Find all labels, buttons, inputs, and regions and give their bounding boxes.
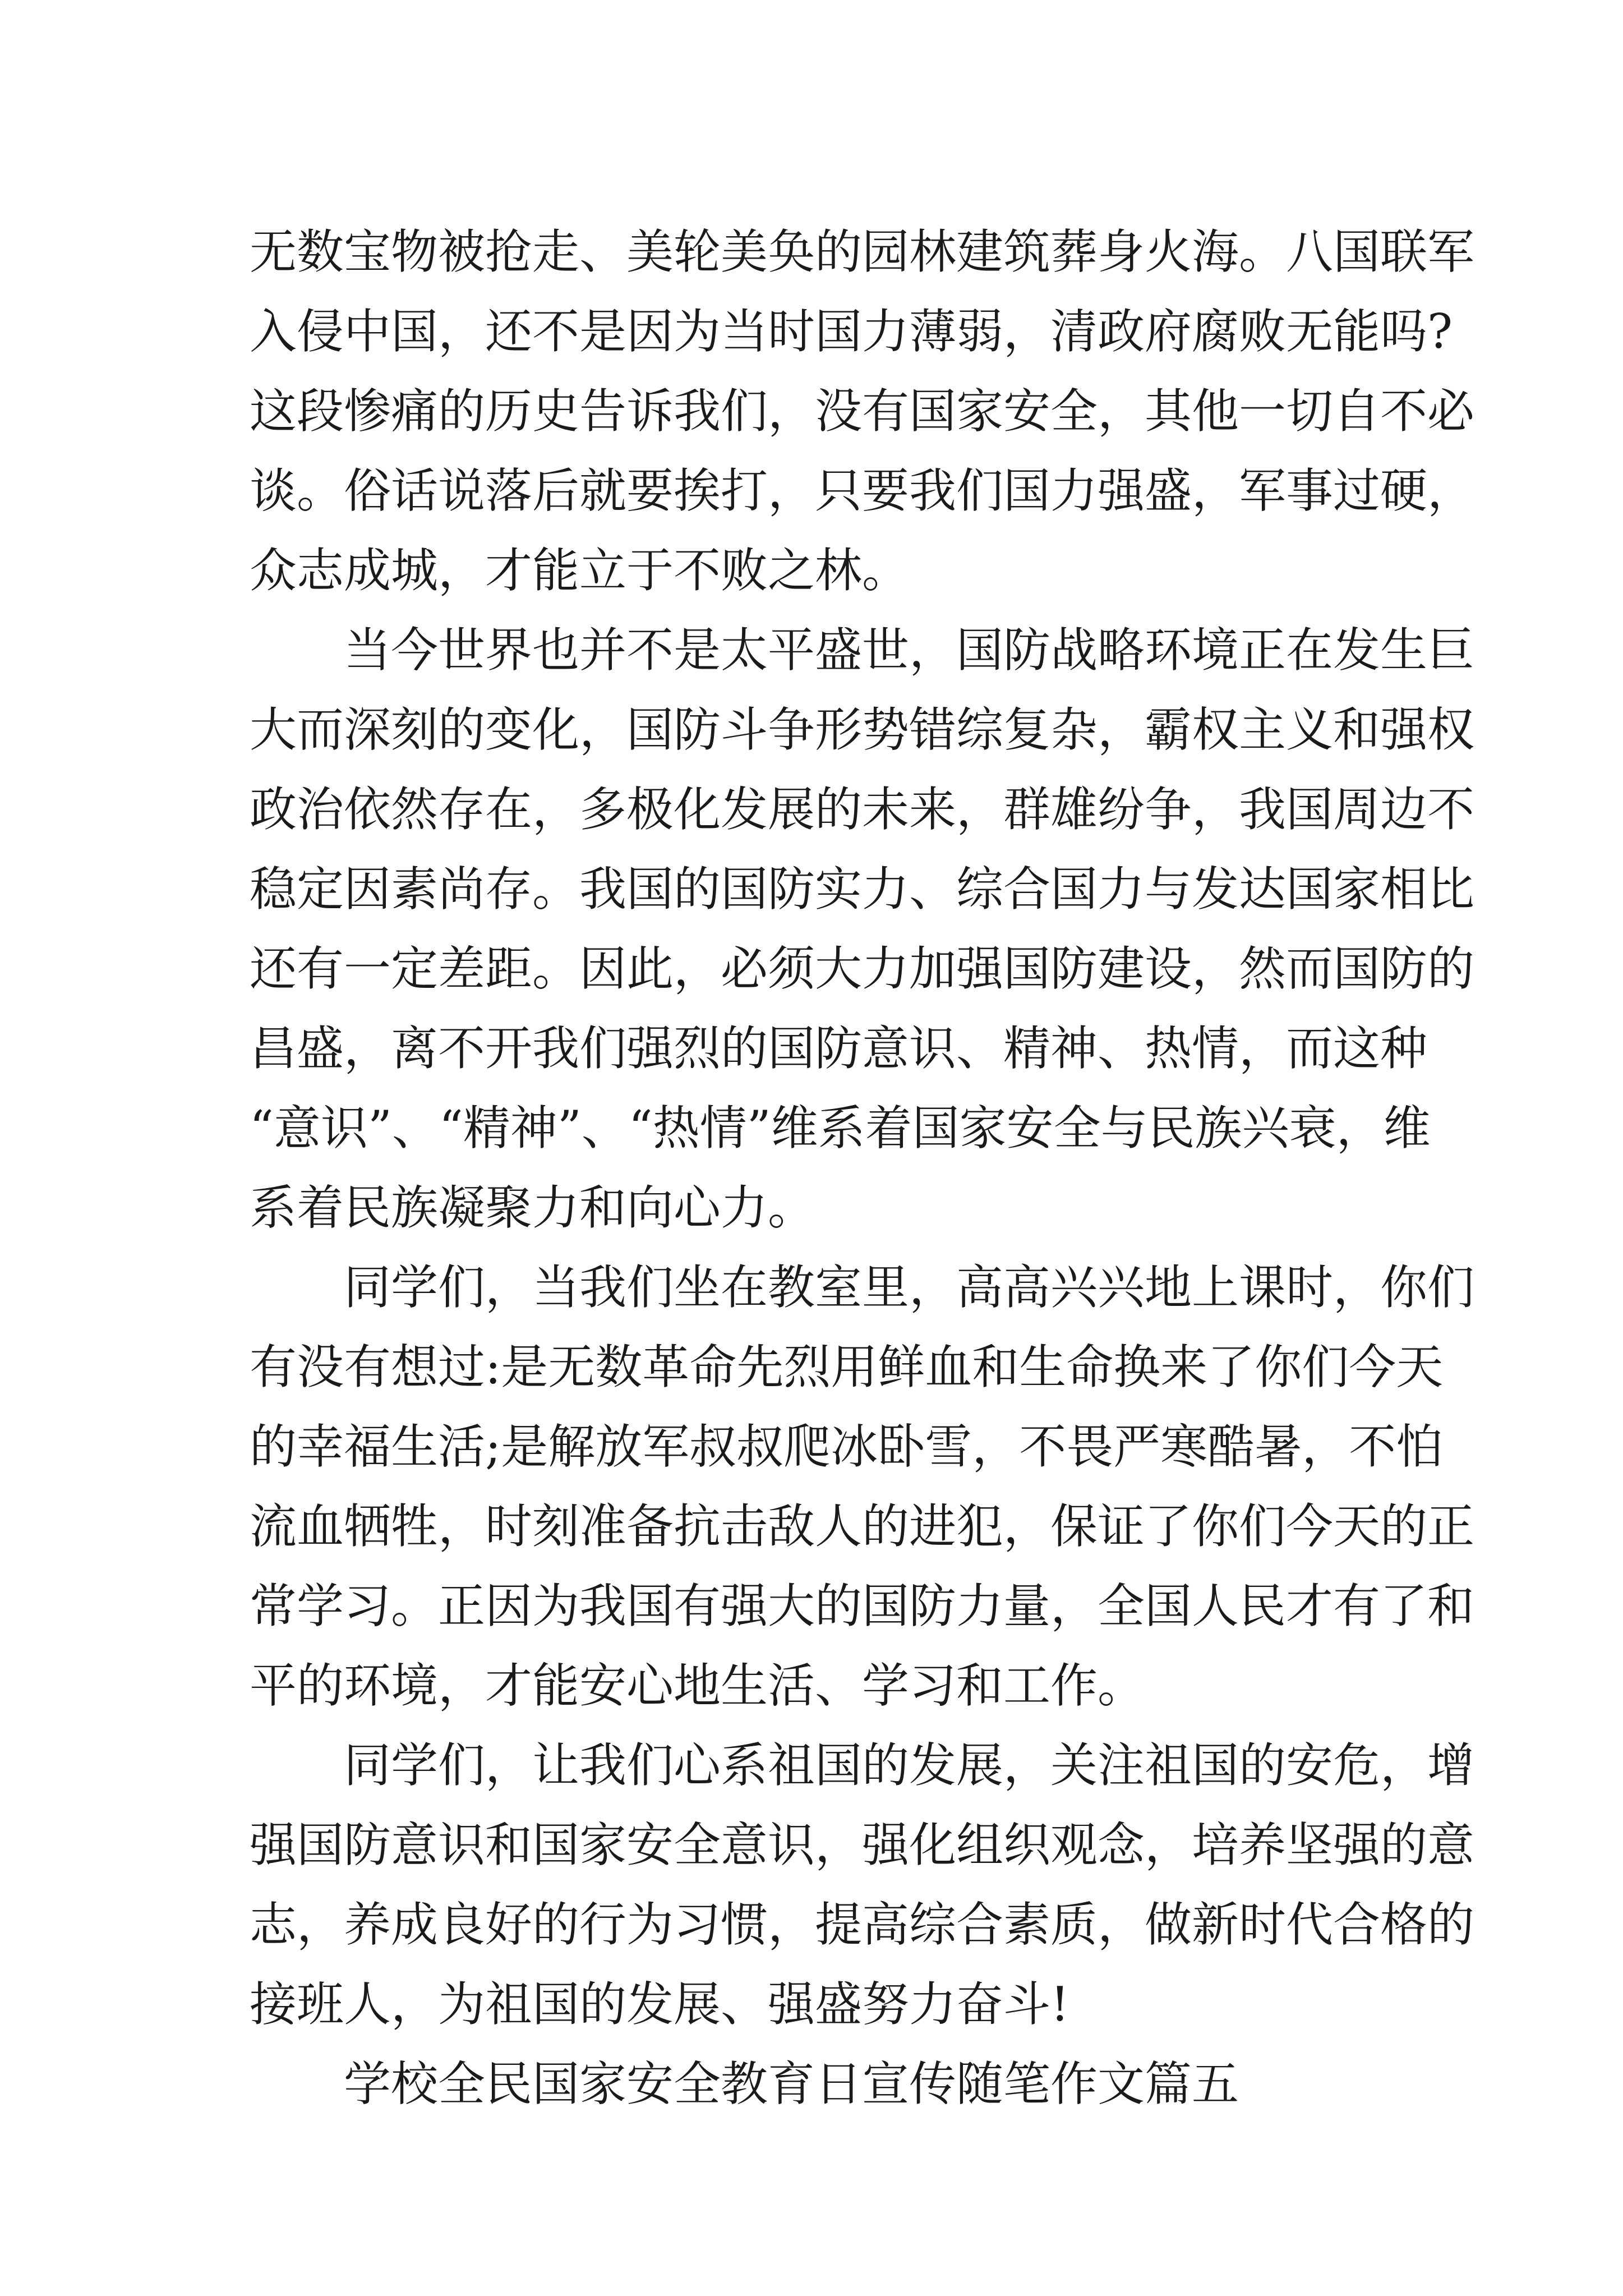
- text-line: 政治依然存在，多极化发展的未来，群雄纷争，我国周边不: [250, 782, 1475, 837]
- section-heading: [250, 2044, 1394, 2124]
- text-line: 大而深刻的变化，国防斗争形势错综复杂，霸权主义和强权: [250, 702, 1475, 757]
- text-line: “意识”、“精神”、“热情”维系着国家安全与民族兴衰，维: [250, 1101, 1431, 1156]
- text-line: 接班人，为祖国的发展、强盛努力奋斗!: [250, 1977, 1069, 2032]
- document-body: [250, 212, 1475, 2124]
- text-line: 谈。俗话说落后就要挨打，只要我们国力强盛，军事过硬，: [250, 463, 1475, 518]
- text-line: 强国防意识和国家安全意识，强化组织观念，培养坚强的意: [250, 1818, 1475, 1872]
- text-line: 入侵中国，还不是因为当时国力薄弱，清政府腐败无能吗?: [250, 304, 1453, 359]
- paragraph-2: [250, 610, 1475, 1248]
- text-line: 同学们，让我们心系祖国的发展，关注祖国的安危，增: [344, 1738, 1475, 1793]
- text-line: 无数宝物被抢走、美轮美奂的园林建筑葬身火海。八国联军: [250, 224, 1475, 279]
- paragraph-4: [250, 1726, 1475, 2044]
- text-line: 众志成城，才能立于不败之林。: [250, 543, 910, 598]
- paragraph-1: [250, 212, 1475, 610]
- text-line: 同学们，当我们坐在教室里，高高兴兴地上课时，你们: [344, 1260, 1475, 1315]
- text-line: 流血牺牲，时刻准备抗击敌人的进犯，保证了你们今天的正: [250, 1499, 1475, 1554]
- text-line: 志，养成良好的行为习惯，提高综合素质，做新时代合格的: [250, 1897, 1475, 1952]
- text-line: 还有一定差距。因此，必须大力加强国防建设，然而国防的: [250, 941, 1475, 996]
- text-line: 系着民族凝聚力和向心力。: [250, 1180, 815, 1235]
- text-line: 当今世界也并不是太平盛世，国防战略环境正在发生巨: [344, 623, 1475, 678]
- text-line: 稳定因素尚存。我国的国防实力、综合国力与发达国家相比: [250, 862, 1475, 917]
- section-heading-text: 学校全民国家安全教育日宣传随笔作文篇五: [344, 2056, 1239, 2111]
- text-line: 平的环境，才能安心地生活、学习和工作。: [250, 1658, 1145, 1713]
- paragraph-3: [250, 1248, 1475, 1726]
- text-line: 的幸福生活;是解放军叔叔爬冰卧雪，不畏严寒酷暑，不怕: [250, 1419, 1444, 1474]
- text-line: 有没有想过:是无数革命先烈用鲜血和生命换来了你们今天: [250, 1340, 1444, 1395]
- text-line: 昌盛，离不开我们强烈的国防意识、精神、热情，而这种: [250, 1021, 1428, 1076]
- text-line: 常学习。正因为我国有强大的国防力量，全国人民才有了和: [250, 1579, 1475, 1634]
- text-line: 这段惨痛的历史告诉我们，没有国家安全，其他一切自不必: [250, 384, 1475, 439]
